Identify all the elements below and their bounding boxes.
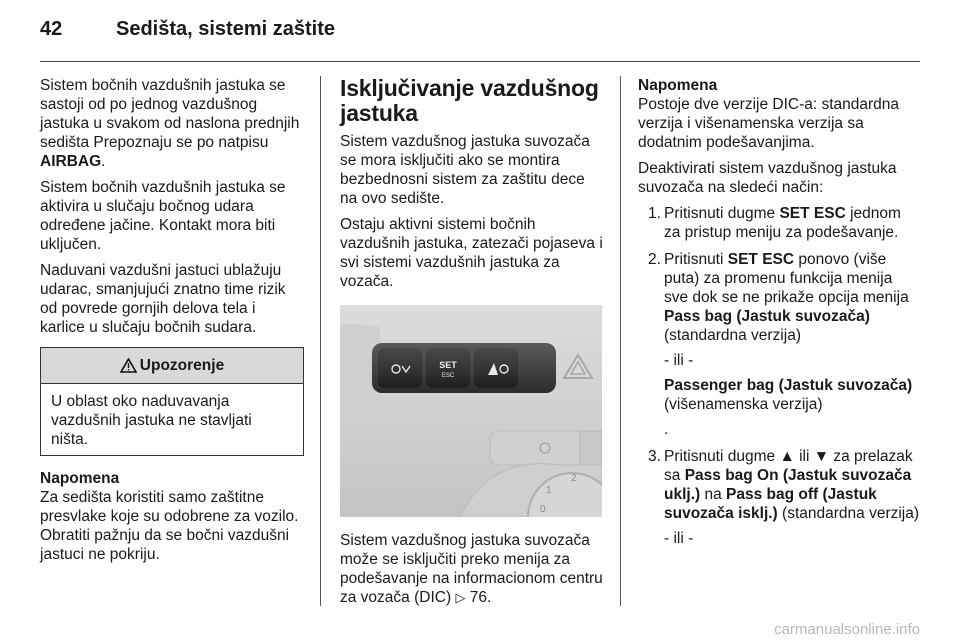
note-text: Za sedišta koristiti samo zaštitne presvlake koje su odobrene za vozilo. Obratiti pažnju da se bočni vazdušni jastuci ne pokriju.: [40, 489, 299, 563]
steps-list: [638, 204, 920, 548]
note-dic-versions: [638, 76, 920, 152]
column-divider-2: [620, 76, 621, 606]
section-heading: Isključivanje vazdušnog jastuka: [340, 75, 599, 126]
warning-box: [40, 347, 304, 456]
paragraph-deactivation-intro: Deaktivirati sistem vazdušnog jastuka suvozača na sledeći način:: [638, 160, 897, 196]
svg-text:1: 1: [546, 485, 552, 496]
list-item: 1. Pritisnuti dugme SET ESC jednom za pristup meniju za podešavanje.: [648, 205, 901, 241]
dashboard-buttons-photo: [340, 305, 602, 517]
note-text: Postoje dve verzije DIC-a: standardna verzija i višenamenska verzija sa dodatnim podešavanjima.: [638, 96, 900, 151]
paragraph-side-airbag-effect: Naduvani vazdušni jastuci ublažuju udarac, smanjujući znatno time rizik od povrede gornjih delova tela i karlice u slučaju bočnih sudara.: [40, 262, 286, 336]
warning-header: [41, 348, 303, 384]
warning-title: Upozorenje: [139, 357, 225, 374]
note-seat-covers: [40, 469, 304, 564]
page-reference-icon[interactable]: ▷: [455, 590, 466, 605]
page-title: Sedišta, sistemi zaštite: [116, 18, 335, 40]
page-header: [40, 18, 335, 48]
warning-triangle-icon: [120, 358, 137, 373]
paragraph-deactivation-required: Sistem vazdušnog jastuka suvozača se mora isključiti ako se montira bezbednosni sistem za zaštitu dece na ovo sedište.: [340, 133, 590, 207]
page-number: 42: [40, 18, 63, 40]
dashboard-illustration: [340, 305, 602, 517]
column-divider-1: [320, 76, 321, 606]
svg-text:ESC: ESC: [441, 373, 455, 379]
column-2: [340, 76, 604, 614]
page-reference[interactable]: 76.: [469, 589, 492, 606]
paragraph-dic-info: Sistem vazdušnog jastuka suvozača može se isključiti preko menija za podešavanje na informacionom centru za vozača (DIC) ▷ 76.: [340, 532, 603, 606]
airbag-label: AIRBAG: [40, 153, 102, 170]
paragraph-side-airbag-activation: Sistem bočnih vazdušnih jastuka se aktivira u slučaju bočnog udara određene jačine. Kontakt mora biti uključen.: [40, 179, 286, 253]
warning-text: U oblast oko naduvavanja vazdušnih jastuka ne stavljati ništa.: [51, 393, 252, 448]
svg-text:0: 0: [540, 504, 546, 515]
watermark: carmanualsonline.info: [774, 621, 920, 638]
svg-text:SET: SET: [439, 360, 457, 370]
traction-button: [474, 348, 518, 388]
list-item: 2. Pritisnuti SET ESC ponovo (više puta) za promenu funkcija menija sve dok se ne prikaže opcija menija Pass bag (Jastuk suvozača) (standardna verzija) - ili - Passenger bag (Jastuk suvozača) (višenamenska verzija) .: [648, 251, 913, 438]
list-item: 3. Pritisnuti dugme ▲ ili ▼ za prelazak sa Pass bag On (Jastuk suvozača uklj.) na Pass bag off (Jastuk suvozača isklj.) (standardna verzija) - ili -: [648, 448, 920, 547]
note-title: Napomena: [40, 470, 120, 487]
column-1: [40, 76, 304, 564]
header-divider: [40, 61, 920, 62]
column-3: [638, 76, 920, 556]
svg-text:2: 2: [571, 473, 577, 484]
note-title: Napomena: [638, 77, 718, 94]
paragraph-active-systems: Ostaju aktivni sistemi bočnih vazdušnih jastuka, zatezači pojaseva i svi sistemi vazdušnih jastuka za vozača.: [340, 216, 603, 290]
paragraph-side-airbag-intro: Sistem bočnih vazdušnih jastuka se sastoji od po jednog vazdušnog jastuka u svakom od naslona prednjih sedišta Prepoznaju se po natpisu AIRBAG.: [40, 77, 300, 170]
